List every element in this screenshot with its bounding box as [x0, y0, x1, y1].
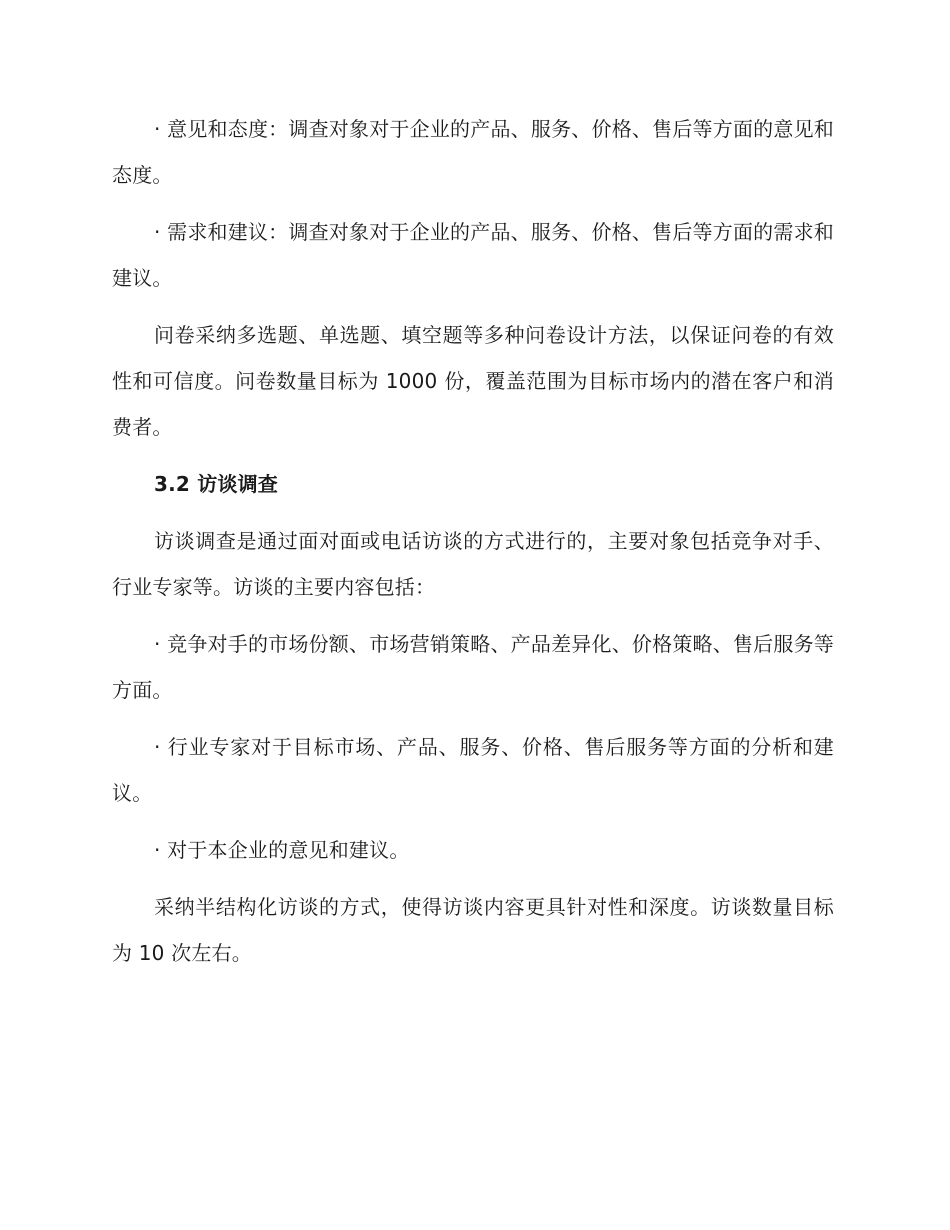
interview-intro-paragraph: 访谈调查是通过面对面或电话访谈的方式进行的，主要对象包括竞争对手、行业专家等。访谈的主要内容包括： [112, 529, 834, 599]
document-body [112, 106, 834, 987]
bullet-needs-suggestions: · 需求和建议：调查对象对于企业的产品、服务、价格、售后等方面的需求和建议。 [112, 220, 834, 290]
questionnaire-method-paragraph: 问卷采纳多选题、单选题、填空题等多种问卷设计方法，以保证问卷的有效性和可信度。问卷数量目标为 1000 份，覆盖范围为目标市场内的潜在客户和消费者。 [112, 323, 834, 439]
bullet-competitors: · 竞争对手的市场份额、市场营销策略、产品差异化、价格策略、售后服务等方面。 [112, 632, 834, 702]
interview-method-paragraph: 采纳半结构化访谈的方式，使得访谈内容更具针对性和深度。访谈数量目标为 10 次左右。 [112, 895, 834, 965]
bullet-company-feedback: · 对于本企业的意见和建议。 [154, 838, 410, 862]
bullet-opinions-attitudes: · 意见和态度：调查对象对于企业的产品、服务、价格、售后等方面的意见和态度。 [112, 117, 834, 187]
section-heading-interview-survey: 3.2 访谈调查 [154, 472, 278, 496]
bullet-industry-experts: · 行业专家对于目标市场、产品、服务、价格、售后服务等方面的分析和建议。 [112, 735, 834, 805]
